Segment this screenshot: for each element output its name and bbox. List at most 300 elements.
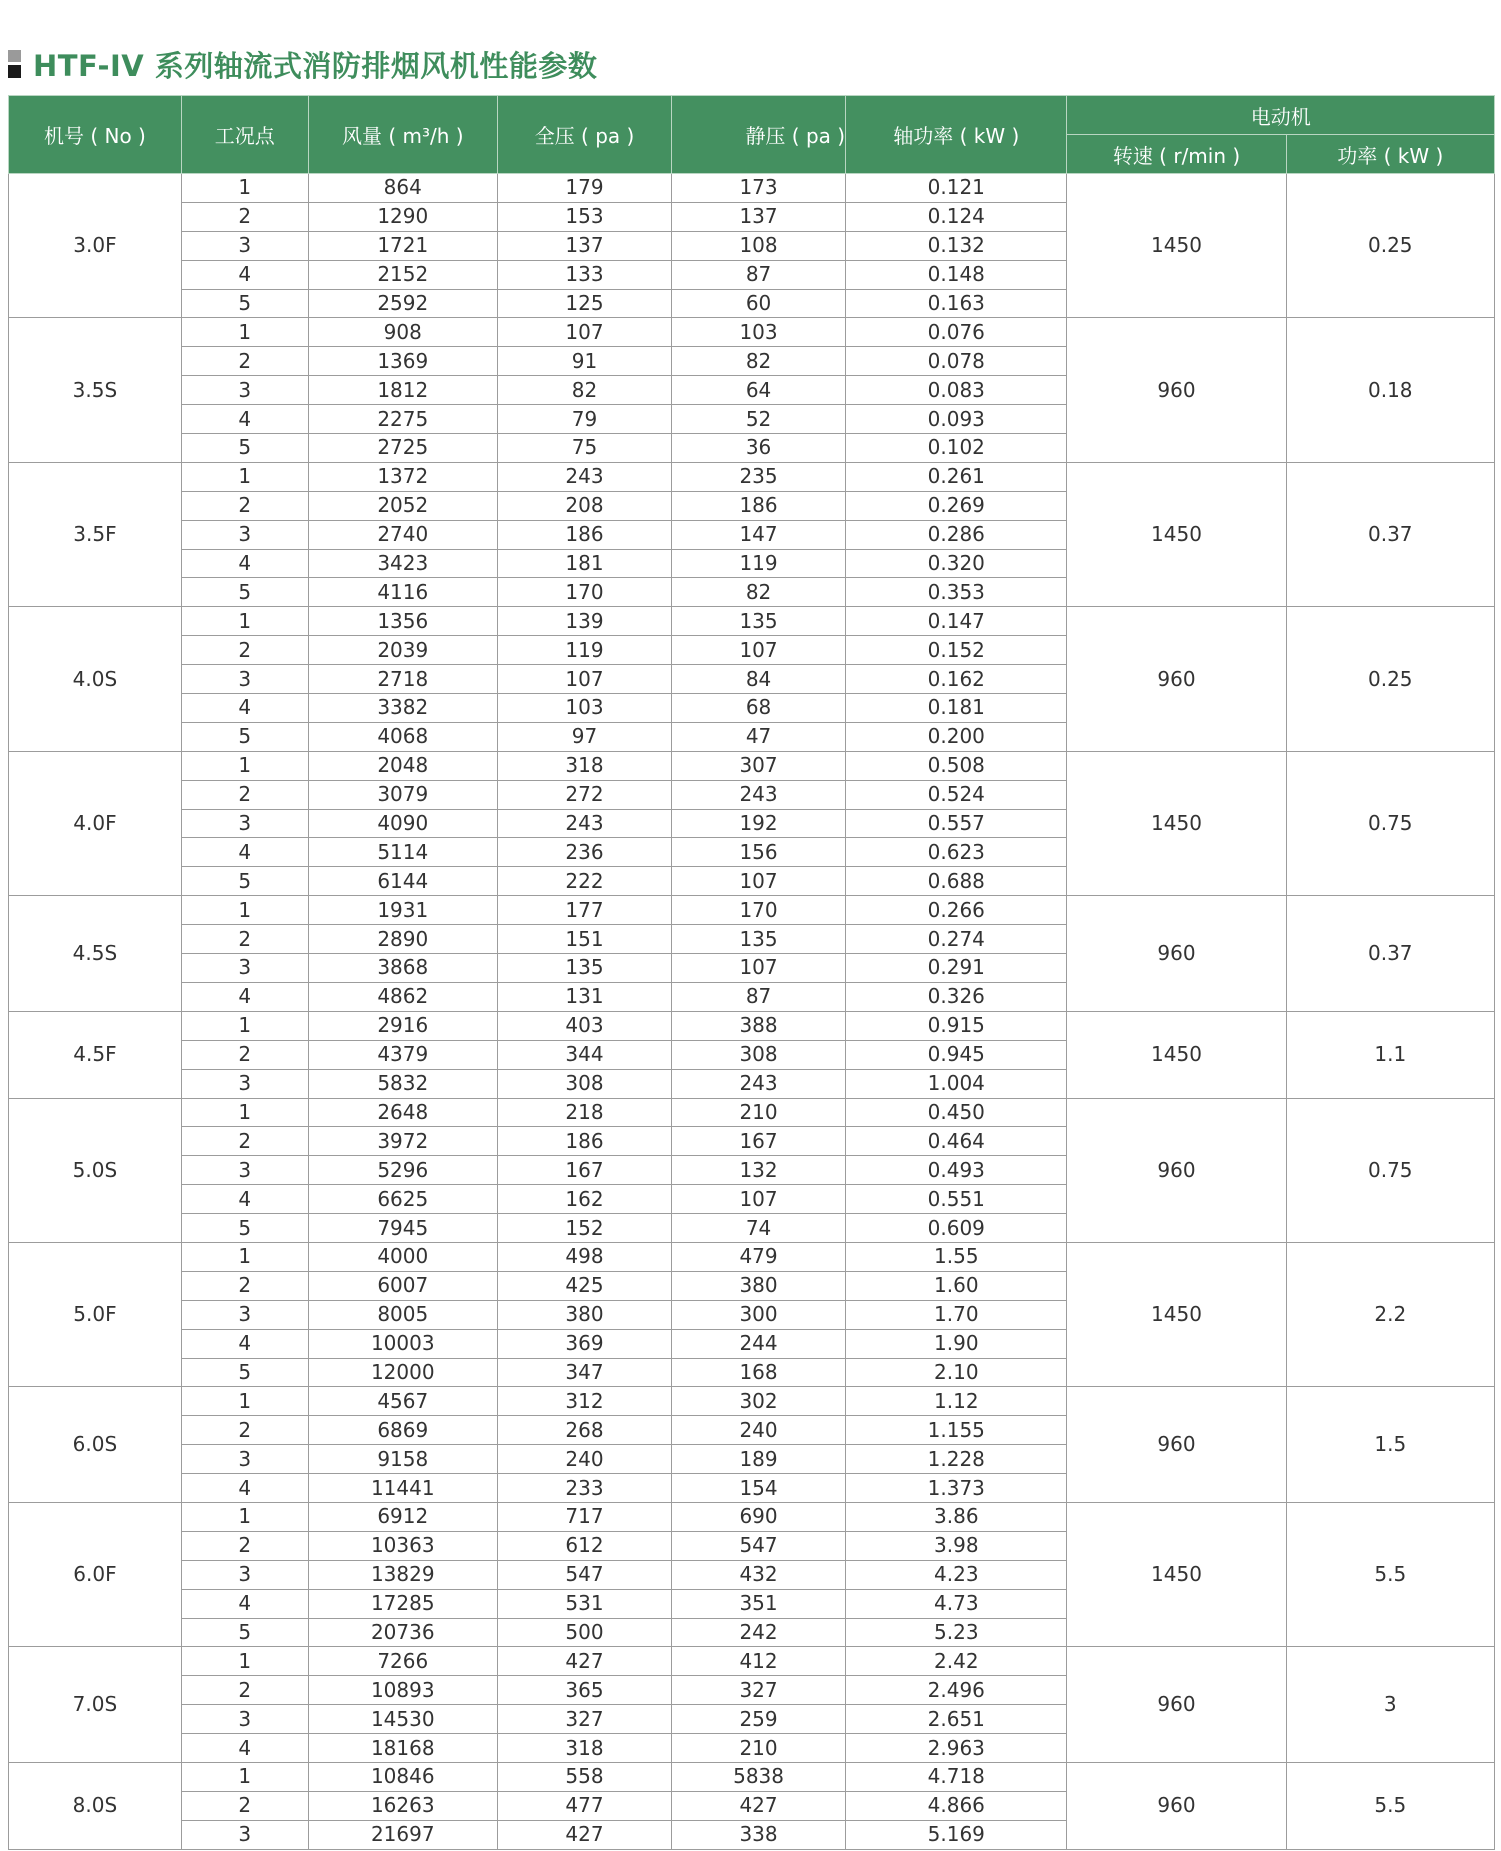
cell-airflow: 908 [308,318,497,347]
cell-total-pressure: 312 [497,1387,671,1416]
cell-static-pressure: 135 [672,607,846,636]
cell-shaft-power: 1.60 [846,1271,1067,1300]
cell-airflow: 10003 [308,1329,497,1358]
cell-static-pressure: 167 [672,1127,846,1156]
cell-static-pressure: 137 [672,202,846,231]
table-row [9,1647,1495,1676]
cell-shaft-power: 1.55 [846,1242,1067,1271]
cell-static-pressure: 327 [672,1676,846,1705]
cell-shaft-power: 0.286 [846,520,1067,549]
title-bullet-icon [8,50,21,78]
cell-static-pressure: 244 [672,1329,846,1358]
cell-total-pressure: 79 [497,405,671,434]
cell-airflow: 3079 [308,780,497,809]
cell-shaft-power: 2.963 [846,1734,1067,1763]
cell-point: 1 [181,174,308,203]
cell-static-pressure: 36 [672,434,846,463]
cell-speed: 1450 [1067,751,1286,895]
cell-total-pressure: 107 [497,665,671,694]
cell-point: 3 [181,665,308,694]
cell-airflow: 13829 [308,1560,497,1589]
cell-total-pressure: 162 [497,1185,671,1214]
cell-static-pressure: 154 [672,1474,846,1503]
cell-airflow: 9158 [308,1445,497,1474]
cell-shaft-power: 2.496 [846,1676,1067,1705]
cell-power: 1.1 [1286,1011,1494,1098]
cell-total-pressure: 151 [497,925,671,954]
cell-point: 2 [181,780,308,809]
cell-shaft-power: 0.078 [846,347,1067,376]
cell-airflow: 2740 [308,520,497,549]
cell-model: 4.0S [9,607,182,751]
cell-static-pressure: 87 [672,260,846,289]
cell-static-pressure: 547 [672,1531,846,1560]
cell-static-pressure: 186 [672,491,846,520]
cell-shaft-power: 0.464 [846,1127,1067,1156]
cell-speed: 1450 [1067,174,1286,318]
header-speed: 转速 ( r/min ) [1067,135,1286,174]
header-airflow: 风量 ( m³/h ) [308,96,497,174]
cell-total-pressure: 477 [497,1791,671,1820]
cell-static-pressure: 132 [672,1156,846,1185]
cell-total-pressure: 103 [497,694,671,723]
cell-shaft-power: 4.73 [846,1589,1067,1618]
cell-speed: 1450 [1067,1502,1286,1646]
cell-total-pressure: 152 [497,1214,671,1243]
cell-static-pressure: 107 [672,867,846,896]
cell-airflow: 6869 [308,1416,497,1445]
cell-point: 2 [181,491,308,520]
cell-power: 0.25 [1286,607,1494,751]
cell-total-pressure: 170 [497,578,671,607]
cell-airflow: 2039 [308,636,497,665]
cell-shaft-power: 0.326 [846,982,1067,1011]
cell-static-pressure: 84 [672,665,846,694]
cell-shaft-power: 0.163 [846,289,1067,318]
cell-model: 4.5S [9,896,182,1012]
cell-airflow: 1290 [308,202,497,231]
cell-shaft-power: 0.353 [846,578,1067,607]
cell-airflow: 4862 [308,982,497,1011]
cell-total-pressure: 236 [497,838,671,867]
cell-static-pressure: 412 [672,1647,846,1676]
cell-shaft-power: 1.12 [846,1387,1067,1416]
header-static-pressure: 静压 ( pa ) [672,96,846,174]
cell-static-pressure: 432 [672,1560,846,1589]
cell-shaft-power: 0.915 [846,1011,1067,1040]
cell-total-pressure: 425 [497,1271,671,1300]
cell-total-pressure: 167 [497,1156,671,1185]
cell-shaft-power: 0.524 [846,780,1067,809]
cell-static-pressure: 240 [672,1416,846,1445]
cell-model: 3.0F [9,174,182,318]
header-point: 工况点 [181,96,308,174]
cell-model: 4.0F [9,751,182,895]
cell-total-pressure: 365 [497,1676,671,1705]
cell-speed: 1450 [1067,1011,1286,1098]
cell-shaft-power: 2.651 [846,1705,1067,1734]
cell-static-pressure: 147 [672,520,846,549]
cell-static-pressure: 302 [672,1387,846,1416]
table-row [9,1242,1495,1271]
cell-airflow: 2152 [308,260,497,289]
cell-airflow: 20736 [308,1618,497,1647]
cell-static-pressure: 156 [672,838,846,867]
cell-power: 0.25 [1286,174,1494,318]
cell-point: 3 [181,1705,308,1734]
cell-static-pressure: 690 [672,1502,846,1531]
cell-shaft-power: 0.688 [846,867,1067,896]
cell-total-pressure: 427 [497,1820,671,1849]
cell-point: 2 [181,925,308,954]
cell-point: 5 [181,1358,308,1387]
cell-static-pressure: 351 [672,1589,846,1618]
cell-power: 3 [1286,1647,1494,1763]
cell-speed: 1450 [1067,462,1286,606]
cell-shaft-power: 0.152 [846,636,1067,665]
table-row [9,1011,1495,1040]
cell-airflow: 2052 [308,491,497,520]
cell-total-pressure: 153 [497,202,671,231]
cell-shaft-power: 0.557 [846,809,1067,838]
cell-shaft-power: 0.076 [846,318,1067,347]
cell-shaft-power: 0.623 [846,838,1067,867]
cell-airflow: 4068 [308,722,497,751]
cell-point: 5 [181,867,308,896]
cell-speed: 960 [1067,896,1286,1012]
cell-point: 1 [181,318,308,347]
cell-airflow: 7945 [308,1214,497,1243]
cell-static-pressure: 64 [672,376,846,405]
cell-airflow: 2592 [308,289,497,318]
cell-point: 4 [181,260,308,289]
cell-shaft-power: 0.291 [846,954,1067,983]
cell-power: 0.18 [1286,318,1494,462]
cell-shaft-power: 0.320 [846,549,1067,578]
cell-total-pressure: 82 [497,376,671,405]
header-power: 功率 ( kW ) [1286,135,1494,174]
cell-shaft-power: 1.373 [846,1474,1067,1503]
cell-total-pressure: 119 [497,636,671,665]
cell-static-pressure: 103 [672,318,846,347]
cell-airflow: 1721 [308,231,497,260]
cell-airflow: 1369 [308,347,497,376]
cell-point: 2 [181,1127,308,1156]
cell-point: 2 [181,347,308,376]
cell-airflow: 4116 [308,578,497,607]
cell-point: 2 [181,1416,308,1445]
cell-static-pressure: 192 [672,809,846,838]
cell-speed: 960 [1067,1098,1286,1242]
cell-static-pressure: 107 [672,1185,846,1214]
cell-speed: 960 [1067,1762,1286,1849]
cell-total-pressure: 218 [497,1098,671,1127]
cell-static-pressure: 82 [672,578,846,607]
table-row [9,1502,1495,1531]
cell-total-pressure: 233 [497,1474,671,1503]
cell-point: 2 [181,1676,308,1705]
cell-airflow: 10893 [308,1676,497,1705]
cell-static-pressure: 243 [672,1069,846,1098]
cell-airflow: 3868 [308,954,497,983]
cell-airflow: 4379 [308,1040,497,1069]
cell-shaft-power: 0.450 [846,1098,1067,1127]
cell-point: 1 [181,896,308,925]
cell-shaft-power: 4.718 [846,1762,1067,1791]
cell-total-pressure: 243 [497,809,671,838]
cell-speed: 1450 [1067,1242,1286,1386]
cell-airflow: 5296 [308,1156,497,1185]
cell-shaft-power: 0.093 [846,405,1067,434]
cell-airflow: 2916 [308,1011,497,1040]
cell-shaft-power: 0.508 [846,751,1067,780]
cell-point: 1 [181,1011,308,1040]
cell-static-pressure: 60 [672,289,846,318]
table-body [9,174,1495,1850]
header-motor: 电动机 [1067,96,1495,135]
cell-total-pressure: 427 [497,1647,671,1676]
cell-airflow: 6007 [308,1271,497,1300]
cell-static-pressure: 210 [672,1098,846,1127]
cell-airflow: 3382 [308,694,497,723]
cell-point: 1 [181,1762,308,1791]
cell-total-pressure: 181 [497,549,671,578]
cell-static-pressure: 135 [672,925,846,954]
table-row [9,751,1495,780]
cell-model: 5.0F [9,1242,182,1386]
cell-airflow: 3972 [308,1127,497,1156]
cell-total-pressure: 318 [497,1734,671,1763]
cell-airflow: 2048 [308,751,497,780]
cell-point: 2 [181,636,308,665]
cell-point: 4 [181,838,308,867]
cell-shaft-power: 3.98 [846,1531,1067,1560]
cell-total-pressure: 243 [497,462,671,491]
cell-airflow: 18168 [308,1734,497,1763]
cell-total-pressure: 318 [497,751,671,780]
cell-shaft-power: 0.132 [846,231,1067,260]
cell-shaft-power: 2.10 [846,1358,1067,1387]
cell-airflow: 2890 [308,925,497,954]
cell-total-pressure: 139 [497,607,671,636]
cell-total-pressure: 717 [497,1502,671,1531]
page-title-row [8,44,597,84]
table-row [9,896,1495,925]
cell-static-pressure: 427 [672,1791,846,1820]
cell-shaft-power: 0.148 [846,260,1067,289]
cell-total-pressure: 369 [497,1329,671,1358]
cell-static-pressure: 173 [672,174,846,203]
cell-point: 4 [181,1474,308,1503]
cell-speed: 960 [1067,1387,1286,1503]
cell-shaft-power: 1.70 [846,1300,1067,1329]
cell-airflow: 1812 [308,376,497,405]
cell-shaft-power: 1.228 [846,1445,1067,1474]
cell-airflow: 1372 [308,462,497,491]
cell-power: 5.5 [1286,1502,1494,1646]
cell-total-pressure: 498 [497,1242,671,1271]
cell-total-pressure: 531 [497,1589,671,1618]
cell-point: 3 [181,1156,308,1185]
cell-total-pressure: 500 [497,1618,671,1647]
cell-shaft-power: 0.200 [846,722,1067,751]
cell-power: 1.5 [1286,1387,1494,1503]
cell-shaft-power: 0.609 [846,1214,1067,1243]
cell-point: 5 [181,1214,308,1243]
cell-point: 3 [181,376,308,405]
cell-airflow: 6912 [308,1502,497,1531]
cell-static-pressure: 308 [672,1040,846,1069]
performance-table [8,95,1495,1850]
cell-static-pressure: 243 [672,780,846,809]
cell-shaft-power: 2.42 [846,1647,1067,1676]
cell-point: 4 [181,1185,308,1214]
cell-airflow: 2275 [308,405,497,434]
cell-static-pressure: 307 [672,751,846,780]
cell-point: 1 [181,607,308,636]
table-row [9,174,1495,203]
cell-static-pressure: 5838 [672,1762,846,1791]
cell-shaft-power: 4.866 [846,1791,1067,1820]
table-row [9,607,1495,636]
cell-airflow: 2725 [308,434,497,463]
cell-shaft-power: 0.269 [846,491,1067,520]
cell-airflow: 1356 [308,607,497,636]
cell-airflow: 6144 [308,867,497,896]
cell-static-pressure: 52 [672,405,846,434]
cell-total-pressure: 558 [497,1762,671,1791]
cell-power: 0.75 [1286,1098,1494,1242]
cell-static-pressure: 168 [672,1358,846,1387]
cell-point: 2 [181,202,308,231]
cell-static-pressure: 107 [672,954,846,983]
cell-point: 5 [181,289,308,318]
cell-airflow: 4567 [308,1387,497,1416]
cell-model: 3.5S [9,318,182,462]
cell-point: 3 [181,1560,308,1589]
cell-model: 6.0S [9,1387,182,1503]
cell-point: 2 [181,1791,308,1820]
header-shaft-power: 轴功率 ( kW ) [846,96,1067,174]
cell-airflow: 6625 [308,1185,497,1214]
cell-power: 2.2 [1286,1242,1494,1386]
cell-model: 6.0F [9,1502,182,1646]
cell-total-pressure: 137 [497,231,671,260]
cell-point: 4 [181,1734,308,1763]
cell-shaft-power: 1.155 [846,1416,1067,1445]
page-title: HTF-IV 系列轴流式消防排烟风机性能参数 [33,48,598,83]
cell-airflow: 16263 [308,1791,497,1820]
cell-total-pressure: 272 [497,780,671,809]
table-row [9,1098,1495,1127]
cell-total-pressure: 179 [497,174,671,203]
cell-point: 5 [181,578,308,607]
cell-static-pressure: 119 [672,549,846,578]
cell-total-pressure: 347 [497,1358,671,1387]
cell-point: 3 [181,1445,308,1474]
cell-shaft-power: 0.181 [846,694,1067,723]
cell-static-pressure: 82 [672,347,846,376]
cell-airflow: 17285 [308,1589,497,1618]
cell-total-pressure: 135 [497,954,671,983]
cell-total-pressure: 133 [497,260,671,289]
cell-shaft-power: 1.90 [846,1329,1067,1358]
cell-point: 1 [181,1098,308,1127]
cell-static-pressure: 210 [672,1734,846,1763]
cell-model: 3.5F [9,462,182,606]
cell-static-pressure: 47 [672,722,846,751]
cell-static-pressure: 189 [672,1445,846,1474]
cell-shaft-power: 0.551 [846,1185,1067,1214]
table-row [9,462,1495,491]
cell-point: 1 [181,1502,308,1531]
cell-point: 1 [181,1242,308,1271]
cell-static-pressure: 300 [672,1300,846,1329]
cell-total-pressure: 125 [497,289,671,318]
cell-static-pressure: 68 [672,694,846,723]
cell-shaft-power: 0.083 [846,376,1067,405]
cell-static-pressure: 108 [672,231,846,260]
cell-airflow: 7266 [308,1647,497,1676]
cell-point: 1 [181,1387,308,1416]
cell-speed: 960 [1067,1647,1286,1763]
cell-model: 5.0S [9,1098,182,1242]
cell-shaft-power: 0.121 [846,174,1067,203]
cell-total-pressure: 240 [497,1445,671,1474]
cell-shaft-power: 5.23 [846,1618,1067,1647]
cell-airflow: 2648 [308,1098,497,1127]
cell-speed: 960 [1067,607,1286,751]
cell-static-pressure: 242 [672,1618,846,1647]
cell-total-pressure: 327 [497,1705,671,1734]
cell-total-pressure: 91 [497,347,671,376]
cell-point: 2 [181,1271,308,1300]
cell-point: 4 [181,982,308,1011]
cell-shaft-power: 3.86 [846,1502,1067,1531]
cell-point: 3 [181,1820,308,1849]
cell-total-pressure: 177 [497,896,671,925]
cell-total-pressure: 380 [497,1300,671,1329]
cell-static-pressure: 479 [672,1242,846,1271]
cell-total-pressure: 308 [497,1069,671,1098]
cell-point: 3 [181,1069,308,1098]
cell-model: 7.0S [9,1647,182,1763]
header-model: 机号 ( No ) [9,96,182,174]
cell-point: 4 [181,405,308,434]
cell-total-pressure: 403 [497,1011,671,1040]
cell-power: 0.37 [1286,896,1494,1012]
cell-point: 2 [181,1531,308,1560]
cell-airflow: 8005 [308,1300,497,1329]
cell-airflow: 1931 [308,896,497,925]
cell-total-pressure: 97 [497,722,671,751]
cell-total-pressure: 222 [497,867,671,896]
cell-static-pressure: 338 [672,1820,846,1849]
cell-point: 1 [181,751,308,780]
cell-total-pressure: 107 [497,318,671,347]
cell-shaft-power: 0.945 [846,1040,1067,1069]
cell-static-pressure: 74 [672,1214,846,1243]
cell-point: 1 [181,1647,308,1676]
cell-point: 1 [181,462,308,491]
cell-point: 4 [181,694,308,723]
cell-point: 4 [181,1329,308,1358]
cell-point: 3 [181,809,308,838]
cell-shaft-power: 0.102 [846,434,1067,463]
cell-model: 8.0S [9,1762,182,1849]
cell-airflow: 5832 [308,1069,497,1098]
cell-static-pressure: 235 [672,462,846,491]
